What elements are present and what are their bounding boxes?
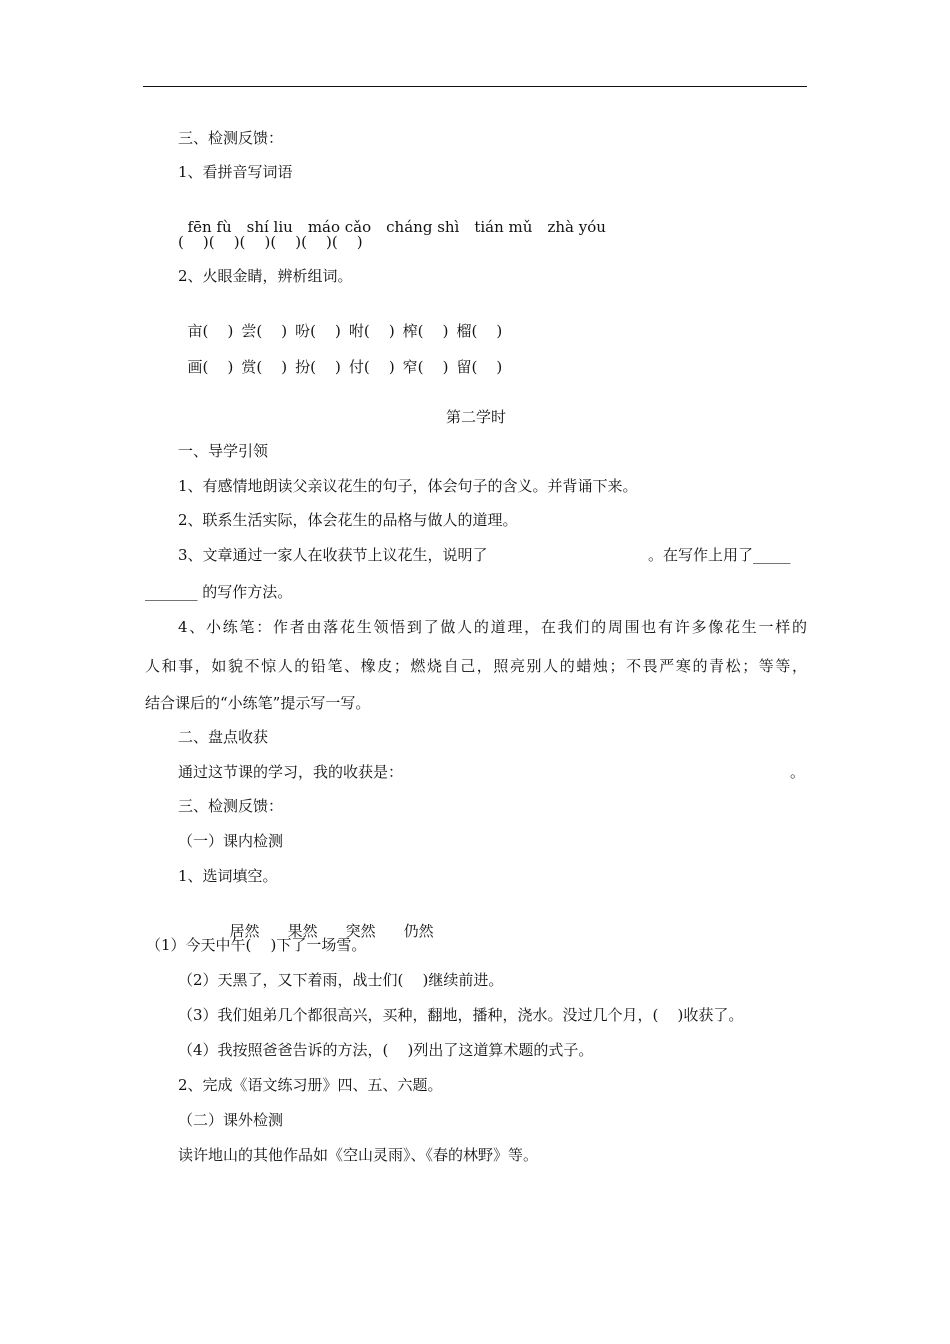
sentence-item: （2）天黑了，又下着雨，战士们( )继续前进。 [178,971,504,989]
char-blank: 榨( ) [402,322,449,340]
word-row [178,301,510,341]
char-blank: 画( ) [187,358,234,376]
char-blank: 咐( ) [348,322,395,340]
section-heading: 二、盘点收获 [178,728,269,746]
pinyin-item: cháng shì [386,218,460,236]
sentence-item: （4）我按照爸爸告诉的方法，( )列出了这道算术题的式子。 [178,1041,594,1059]
harvest-text: 通过这节课的学习，我的收获是： [178,763,404,781]
guide-item-cont: 。在写作上用了_____ [648,546,791,564]
char-blank: 榴( ) [456,322,503,340]
word-row [178,337,510,377]
char-blank: 亩( ) [187,322,234,340]
sentence-item: （3）我们姐弟几个都很高兴，买种，翻地，播种，浇水。没过几个月，( )收获了。 [178,1006,744,1024]
word-choice: 仍然 [403,922,434,940]
guide-item: 2、联系生活实际，体会花生的品格与做人的道理。 [178,511,518,529]
char-blank: 吩( ) [295,322,341,340]
guide-item-cont: 人和事，如貌不惊人的铅笔、橡皮；燃烧自己，照亮别人的蜡烛；不畏严寒的青松；等等， [145,657,807,675]
harvest-end: 。 [790,763,806,781]
char-blank: 尝( ) [241,322,288,340]
pinyin-item: shí liu [246,218,293,236]
pinyin-item: máo cǎo [307,218,372,236]
subsection-heading: （一）课内检测 [178,832,284,850]
question-title: 1、选词填空。 [178,867,278,885]
word-choice: 突然 [345,922,376,940]
question-title: 1、看拼音写词语 [178,163,293,181]
reading-note: 读许地山的其他作品如《空山灵雨》、《春的林野》等。 [178,1146,539,1164]
char-blank: 窄( ) [402,358,449,376]
word-choice: 果然 [287,922,318,940]
pinyin-item: fēn fù [187,218,232,236]
answer-blanks: ( )( )( )( )( )( ) [178,233,363,251]
guide-item: 1、有感情地朗读父亲议花生的句子，体会句子的含义。并背诵下来。 [178,477,638,495]
word-choice: 居然 [229,922,260,940]
section-heading: 三、检测反馈： [178,129,284,147]
header-rule [143,86,807,87]
question-title: 2、完成《语文练习册》四、五、六题。 [178,1076,443,1094]
subsection-heading: （二）课外检测 [178,1111,284,1129]
section-heading: 一、导学引领 [178,442,269,460]
guide-item-cont: 结合课后的“小练笔”提示写一写。 [145,694,371,712]
guide-item-cont: _______ 的写作方法。 [145,583,293,601]
pinyin-row [178,197,606,237]
lesson-title: 第二学时 [445,408,506,426]
guide-item: 3、文章通过一家人在收获节上议花生，说明了 [178,546,488,564]
pinyin-item: tián mǔ [474,218,533,236]
section-heading: 三、检测反馈： [178,797,284,815]
sentence-item: （1）今天中午( )下了一场雪。 [146,936,367,954]
guide-item: 4、小练笔：作者由落花生领悟到了做人的道理，在我们的周围也有许多像花生一样的 [178,618,807,636]
question-title: 2、火眼金睛，辨析组词。 [178,267,353,285]
char-blank: 赏( ) [241,358,288,376]
char-blank: 留( ) [456,358,503,376]
pinyin-item: zhà yóu [547,218,606,236]
char-blank: 付( ) [348,358,395,376]
char-blank: 扮( ) [295,358,341,376]
